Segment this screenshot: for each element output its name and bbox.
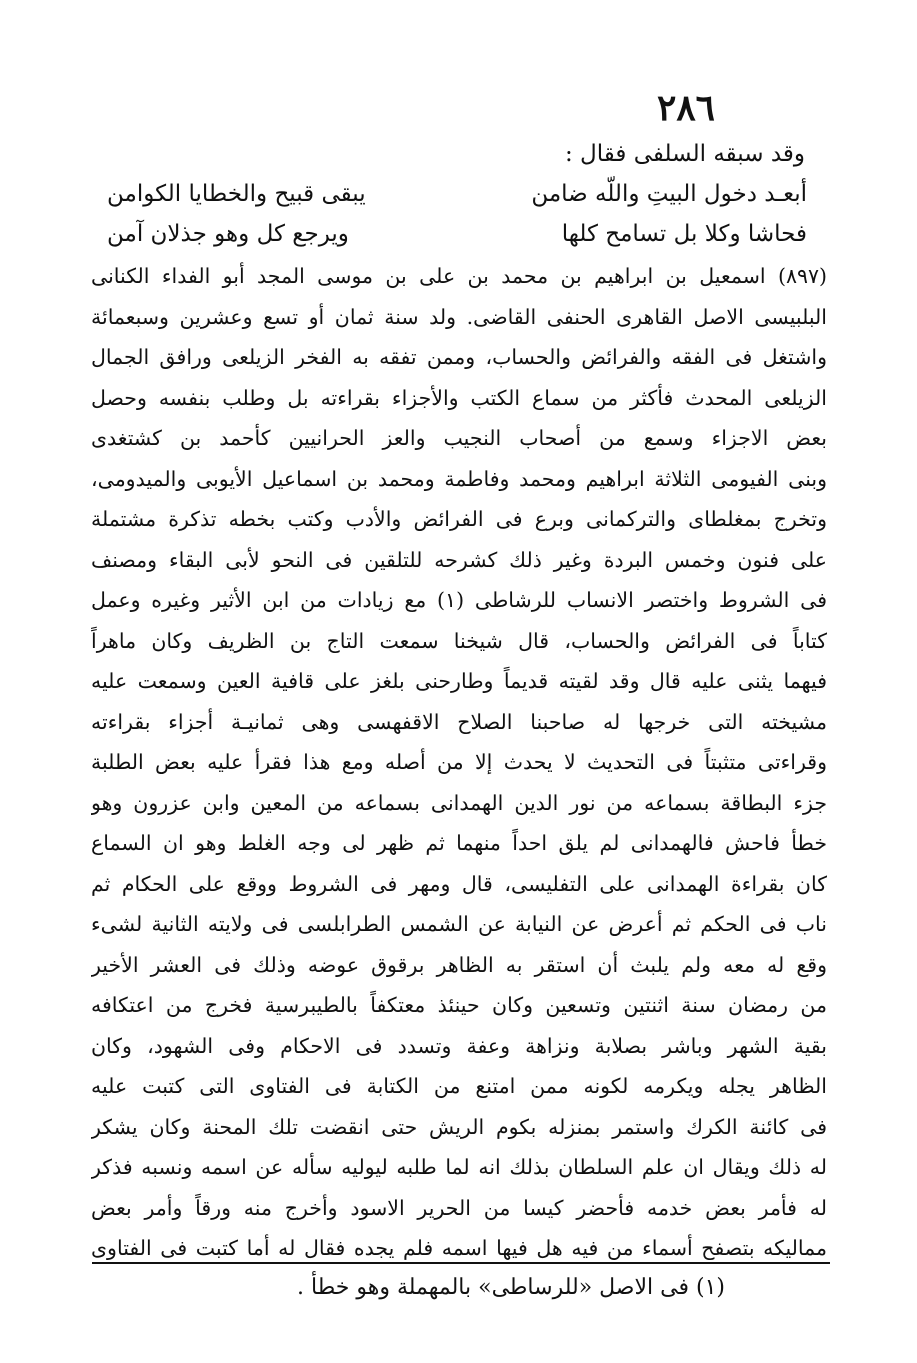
body-line: الزيلعى المحدث فأكثر من سماع الكتب والأجزاء بقراءته بل وطلب بنفسه وحصل [91, 385, 827, 410]
body-line: كتاباً فى الفرائض والحساب، قال شيخنا سمعت التاج بن الظريف وكان ماهراً [91, 628, 827, 653]
body-line: فيهما يثنى عليه قال وقد لقيته قديماً وطارحنى بلغز على قافية العين وسمعت عليه [91, 669, 827, 693]
body-line: جزء البطاقة بسماعه من نور الدين الهمدانى بسماعه من المعين وابن عزرون وهو [91, 790, 827, 815]
intro-line: وقد سبقه السلفى فقال : [564, 141, 805, 167]
verse-line [107, 214, 807, 254]
body-text [91, 256, 827, 1269]
body-line: (٨٩٧) اسمعيل بن ابراهيم بن محمد بن على بن موسى المجد أبو الفداء الكنانى [91, 264, 827, 288]
verse-second-hemistich: يبقى قبيح والخطايا الكوامن [107, 181, 366, 207]
body-line: وبنى الفيومى الثلاثة ابراهيم ومحمد وفاطمة ومحمد بن اسماعيل الأيوبى والميدومى، [91, 466, 827, 491]
body-line: له ذلك ويقال ان علم السلطان بذلك انه لما طلبه ليوليه سأله عن اسمه ونسبه فذكر [91, 1155, 827, 1179]
body-line: واشتغل فى الفقه والفرائض والحساب، وممن تفقه به الفخر الزيلعى ورافق الجمال [91, 345, 827, 369]
footnote: (١) فى الاصل «للرساطى» بالمهملة وهو خطأ . [297, 1275, 725, 1300]
body-line: بعض الاجزاء وسمع من أصحاب النجيب والعز الحرانيين كأحمد بن كشتغدى [91, 426, 827, 450]
body-line: مماليكه بتصفح أسماء من فيه هل فيها اسمه فلم يجده فقال له أما كتبت فى الفتاوى [91, 1236, 827, 1260]
body-line: بقية الشهر وباشر بصلابة ونزاهة وعفة وتسدد فى الاحكام وفى الشهود، وكان [91, 1033, 827, 1058]
footnote-divider [92, 1262, 830, 1264]
body-line: كان بقراءة الهمدانى على التفليسى، قال ومهر فى الشروط ووقع على الحكام ثم [91, 871, 827, 896]
body-line: فى الشروط واختصر الانساب للرشاطى (١) مع زيادات من ابن الأثير وغيره وعمل [91, 588, 827, 612]
verse-first-hemistich: أبعـد دخول البيتِ واللّه ضامن [531, 181, 807, 207]
verse-line [107, 174, 807, 214]
body-line: من رمضان سنة اثنتين وتسعين وكان حينئذ معتكفاً بالطيبرسية فخرج من اعتكافه [91, 993, 827, 1017]
body-line: مشيخته التى خرجها له صاحبنا الصلاح الاقفهسى وهى ثمانيـة أجزاء بقراءته [91, 709, 827, 734]
body-line: وقراءتى متثبتاً فى التحديث لا يحدث إلا من أصله ومع هذا فقرأ عليه بعض الطلبة [91, 750, 827, 774]
body-line: على فنون وخمس البردة وغير ذلك كشرحه للتلقين فى النحو لأبى البقاء ومصنف [91, 547, 827, 572]
body-line: له فأمر بعض خدمه فأحضر كيسا من الحرير الاسود وأخرج منه ورقاً وأمر بعض [91, 1195, 827, 1220]
body-line: وتخرج بمغلطاى والتركمانى وبرع فى الفرائض والأدب وكتب بخطه تذكرة مشتملة [91, 507, 827, 531]
body-line: الظاهر يجله ويكرمه لكونه ممن امتنع من الكتابة فى الفتاوى التى كتبت عليه [91, 1074, 827, 1098]
body-line: وقع له معه ولم يلبث أن استقر به الظاهر برقوق عوضه وذلك فى العشر الأخير [91, 952, 827, 977]
page-number: ٢٨٦ [656, 87, 715, 129]
body-line: ناب فى الحكم ثم أعرض عن النيابة عن الشمس الطرابلسى فى ولايته الثانية لشىء [91, 912, 827, 936]
body-line: فى كائنة الكرك واستمر بمنزله بكوم الريش حتى انقضت تلك المحنة وكان يشكر [91, 1114, 827, 1139]
body-line: خطأ فاحش فالهمدانى لم يلق احداً منهما ثم ظهر لى وجه الغلط وهو ان السماع [91, 831, 827, 855]
body-line: البلبيسى الاصل القاهرى الحنفى القاضى. ولد سنة ثمان أو تسع وعشرين وسبعمائة [91, 304, 827, 329]
verse-second-hemistich: ويرجع كل وهو جذلان آمن [107, 221, 349, 247]
verse-first-hemistich: فحاشا وكلا بل تسامح كلها [561, 221, 807, 247]
